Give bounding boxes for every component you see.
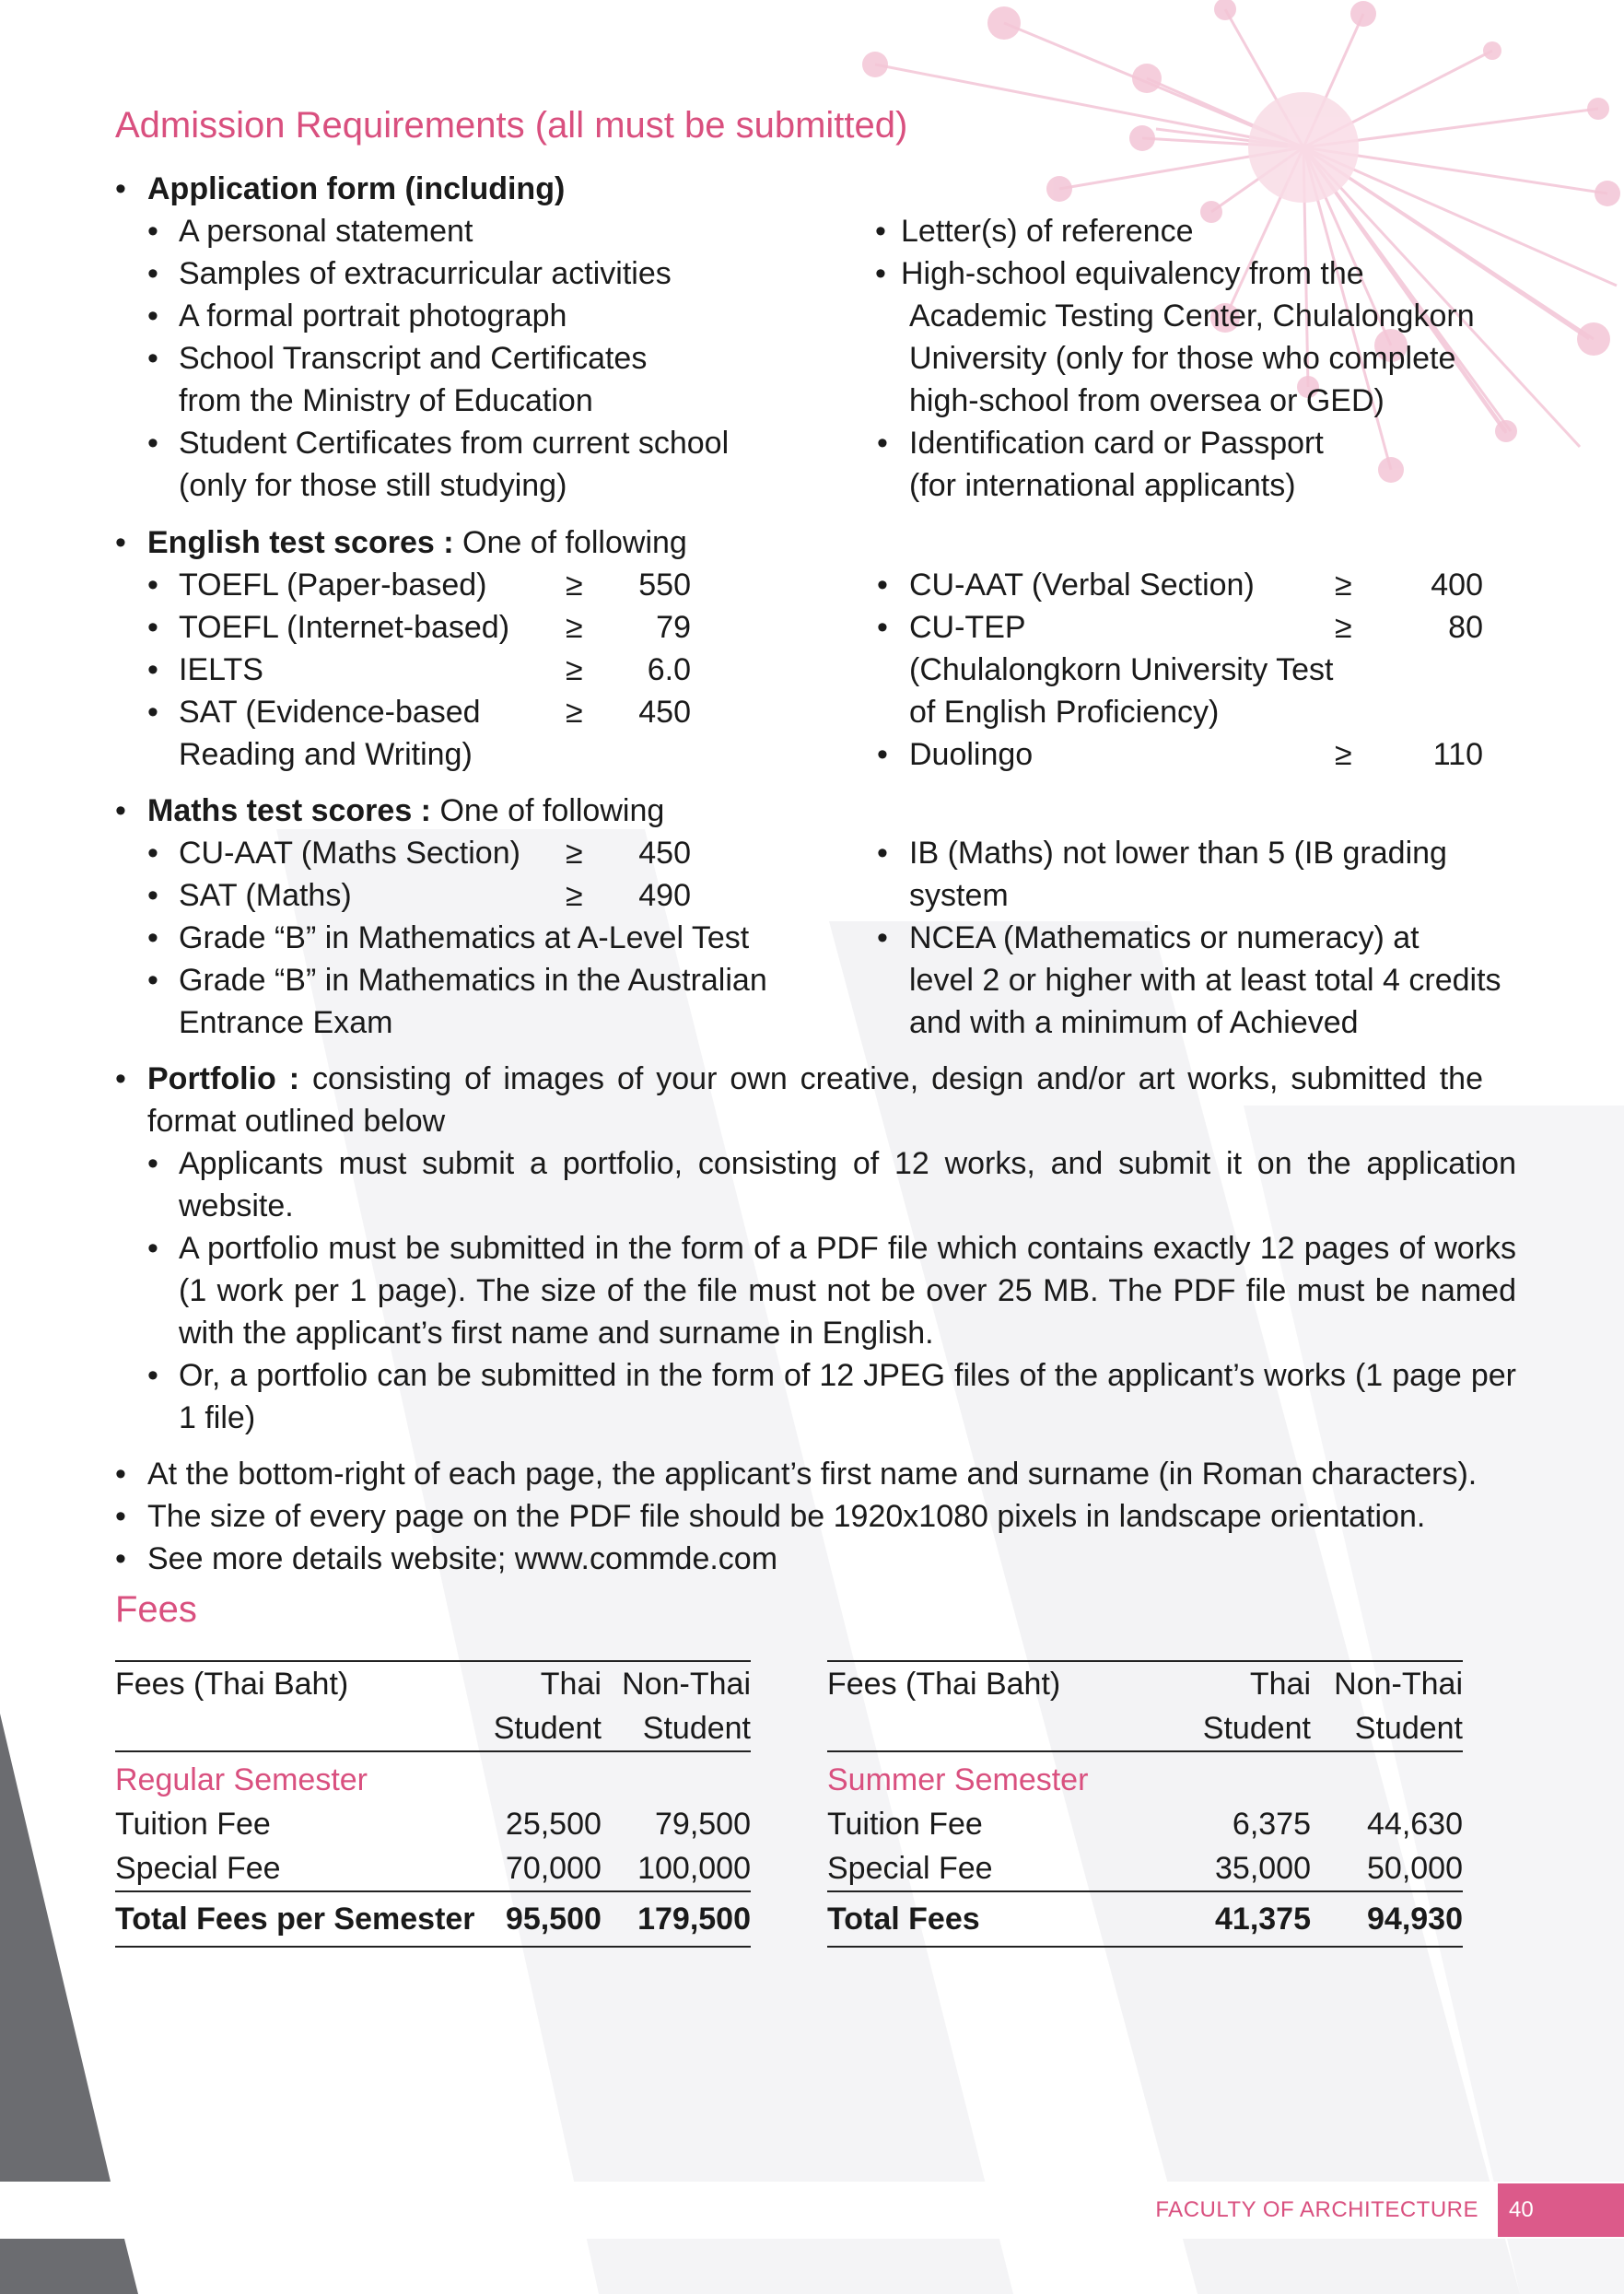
- app-form-item: A personal statement: [179, 214, 473, 249]
- col-header: Student: [1202, 1710, 1311, 1746]
- col-header: Student: [493, 1710, 602, 1746]
- english-score: 400: [1431, 568, 1483, 603]
- app-form-item-cont: Academic Testing Center, Chulalongkorn: [909, 298, 1475, 334]
- maths-test-name: CU-AAT (Maths Section): [179, 836, 520, 871]
- english-test-name: TOEFL (Internet-based): [179, 610, 510, 645]
- extra-item: At the bottom-right of each page, the applicant’s first name and surname (in Roman characters).: [147, 1457, 1478, 1492]
- app-form-item-cont: University (only for those who complete: [909, 341, 1456, 376]
- english-score: 80: [1448, 610, 1483, 645]
- fee-label: Tuition Fee: [115, 1806, 271, 1842]
- total-thai: 41,375: [1215, 1901, 1311, 1937]
- geq-symbol: ≥: [566, 878, 583, 913]
- maths-item-cont: Entrance Exam: [179, 1005, 393, 1040]
- bullet-icon: •: [877, 920, 888, 955]
- portfolio-heading: Portfolio : consisting of images of your own creative, design and/or art works, submitted the format outlined below: [147, 1061, 1484, 1139]
- col-header: Fees (Thai Baht): [115, 1666, 349, 1702]
- bullet-icon: •: [877, 737, 888, 772]
- fee-nonthai: 50,000: [1367, 1850, 1463, 1886]
- geq-symbol: ≥: [566, 695, 583, 730]
- maths-item-cont: and with a minimum of Achieved: [909, 1005, 1359, 1040]
- bullet-icon: •: [147, 920, 158, 955]
- app-form-item: Samples of extracurricular activities: [179, 256, 672, 291]
- bullet-icon: •: [147, 652, 158, 687]
- regular-fees-table: [115, 1660, 751, 1948]
- english-test-name: CU-AAT (Verbal Section): [909, 568, 1255, 603]
- maths-item: NCEA (Mathematics or numeracy) at: [909, 920, 1420, 955]
- portfolio-item: Or, a portfolio can be submitted in the form of 12 JPEG files of the applicant’s works (1 page per 1 file): [179, 1358, 1516, 1435]
- geq-symbol: ≥: [1335, 737, 1352, 772]
- english-score: 450: [638, 695, 691, 730]
- app-form-item: School Transcript and Certificates: [179, 341, 648, 376]
- fee-thai: 35,000: [1215, 1850, 1311, 1886]
- total-label: Total Fees: [827, 1901, 980, 1937]
- app-form-item: High-school equivalency from the: [901, 256, 1364, 291]
- bullet-icon: •: [115, 1541, 126, 1576]
- bullet-icon: •: [147, 695, 158, 730]
- portfolio-item: A portfolio must be submitted in the form of a PDF file which contains exactly 12 pages of works (1 work per 1 page). The size of the file must not be over 25 MB. The PDF file must be named with the applicant’s first name and surname in English.: [179, 1231, 1516, 1351]
- bullet-icon: •: [147, 256, 158, 291]
- bullet-icon: •: [115, 525, 126, 560]
- bullet-icon: •: [115, 1061, 126, 1096]
- bullet-icon: •: [875, 256, 886, 291]
- bullet-icon: •: [147, 610, 158, 645]
- col-header: Student: [642, 1710, 751, 1746]
- maths-score: 490: [638, 878, 691, 913]
- app-form-item: Identification card or Passport: [909, 426, 1324, 461]
- bullet-icon: •: [147, 1231, 158, 1266]
- fee-nonthai: 44,630: [1367, 1806, 1463, 1842]
- bullet-icon: •: [877, 426, 888, 461]
- bullet-icon: •: [147, 963, 158, 998]
- maths-item-cont: system: [909, 878, 1009, 913]
- col-header: Student: [1354, 1710, 1463, 1746]
- maths-item: Grade “B” in Mathematics at A-Level Test: [179, 920, 750, 955]
- col-header: Fees (Thai Baht): [827, 1666, 1061, 1702]
- bullet-icon: •: [147, 214, 158, 249]
- total-thai: 95,500: [505, 1901, 602, 1937]
- app-form-item: A formal portrait photograph: [179, 298, 567, 334]
- bullet-icon: •: [147, 341, 158, 376]
- maths-item: Grade “B” in Mathematics in the Australian: [179, 963, 767, 998]
- bullet-icon: •: [147, 426, 158, 461]
- total-nonthai: 179,500: [637, 1901, 751, 1937]
- bullet-icon: •: [147, 298, 158, 334]
- app-form-title: Application form (including): [147, 171, 566, 206]
- english-test-name: CU-TEP: [909, 610, 1026, 645]
- maths-item: IB (Maths) not lower than 5 (IB grading: [909, 836, 1447, 871]
- bullet-icon: •: [147, 1358, 158, 1393]
- english-score: 550: [638, 568, 691, 603]
- english-test-name-cont: (Chulalongkorn University Test: [909, 652, 1334, 687]
- geq-symbol: ≥: [1335, 568, 1352, 603]
- english-test-name-cont: Reading and Writing): [179, 737, 473, 772]
- bullet-icon: •: [115, 793, 126, 828]
- bullet-icon: •: [115, 1499, 126, 1534]
- geq-symbol: ≥: [566, 652, 583, 687]
- bullet-icon: •: [115, 171, 126, 206]
- english-test-name: SAT (Evidence-based: [179, 695, 481, 730]
- col-header: Thai: [540, 1666, 602, 1702]
- english-score: 79: [656, 610, 691, 645]
- summer-fees-table: [827, 1660, 1463, 1948]
- geq-symbol: ≥: [566, 836, 583, 871]
- fee-nonthai: 79,500: [655, 1806, 751, 1842]
- admission-heading: Admission Requirements (all must be submitted): [115, 105, 908, 146]
- app-form-item-cont: high-school from oversea or GED): [909, 383, 1384, 418]
- maths-test-name: SAT (Maths): [179, 878, 352, 913]
- fees-heading: Fees: [115, 1589, 197, 1630]
- english-score: 110: [1432, 737, 1483, 772]
- col-header: Non-Thai: [1334, 1666, 1463, 1702]
- bullet-icon: •: [877, 610, 888, 645]
- col-header: Non-Thai: [622, 1666, 751, 1702]
- bullet-icon: •: [147, 568, 158, 603]
- page-number: 40: [1498, 2183, 1624, 2237]
- bullet-icon: •: [147, 1146, 158, 1181]
- fee-thai: 6,375: [1232, 1806, 1311, 1842]
- bullet-icon: •: [875, 214, 886, 249]
- geq-symbol: ≥: [1335, 610, 1352, 645]
- english-score: 6.0: [647, 652, 691, 687]
- geq-symbol: ≥: [566, 568, 583, 603]
- app-form-item: Student Certificates from current school: [179, 426, 730, 461]
- fee-nonthai: 100,000: [637, 1850, 751, 1886]
- english-test-name: TOEFL (Paper-based): [179, 568, 487, 603]
- fee-label: Tuition Fee: [827, 1806, 983, 1842]
- bullet-icon: •: [147, 878, 158, 913]
- bullet-icon: •: [877, 568, 888, 603]
- maths-item-cont: level 2 or higher with at least total 4 credits: [909, 963, 1501, 998]
- app-form-item-cont: from the Ministry of Education: [179, 383, 593, 418]
- english-test-name-cont: of English Proficiency): [909, 695, 1220, 730]
- fee-label: Special Fee: [115, 1850, 281, 1886]
- english-heading: English test scores : One of following: [147, 525, 687, 560]
- english-test-name: IELTS: [179, 652, 263, 687]
- maths-heading: Maths test scores : One of following: [147, 793, 665, 828]
- app-form-item-cont: (for international applicants): [909, 468, 1296, 503]
- col-header: Thai: [1249, 1666, 1311, 1702]
- app-form-item-cont: (only for those still studying): [179, 468, 567, 503]
- footer-faculty: FACULTY OF ARCHITECTURE: [1155, 2197, 1478, 2222]
- section-label: Regular Semester: [115, 1761, 368, 1797]
- extra-item: The size of every page on the PDF file should be 1920x1080 pixels in landscape orientation.: [147, 1499, 1426, 1534]
- fee-label: Special Fee: [827, 1850, 993, 1886]
- section-label: Summer Semester: [827, 1761, 1089, 1797]
- portfolio-item: Applicants must submit a portfolio, consisting of 12 works, and submit it on the application website.: [179, 1146, 1516, 1223]
- maths-score: 450: [638, 836, 691, 871]
- geq-symbol: ≥: [566, 610, 583, 645]
- fee-thai: 70,000: [505, 1850, 602, 1886]
- bullet-icon: •: [115, 1457, 126, 1492]
- bullet-icon: •: [147, 836, 158, 871]
- bullet-icon: •: [877, 836, 888, 871]
- total-label: Total Fees per Semester: [115, 1901, 475, 1937]
- fee-thai: 25,500: [505, 1806, 602, 1842]
- extra-item: See more details website; www.commde.com: [147, 1541, 778, 1576]
- app-form-item: Letter(s) of reference: [901, 214, 1194, 249]
- english-test-name: Duolingo: [909, 737, 1034, 772]
- total-nonthai: 94,930: [1367, 1901, 1463, 1937]
